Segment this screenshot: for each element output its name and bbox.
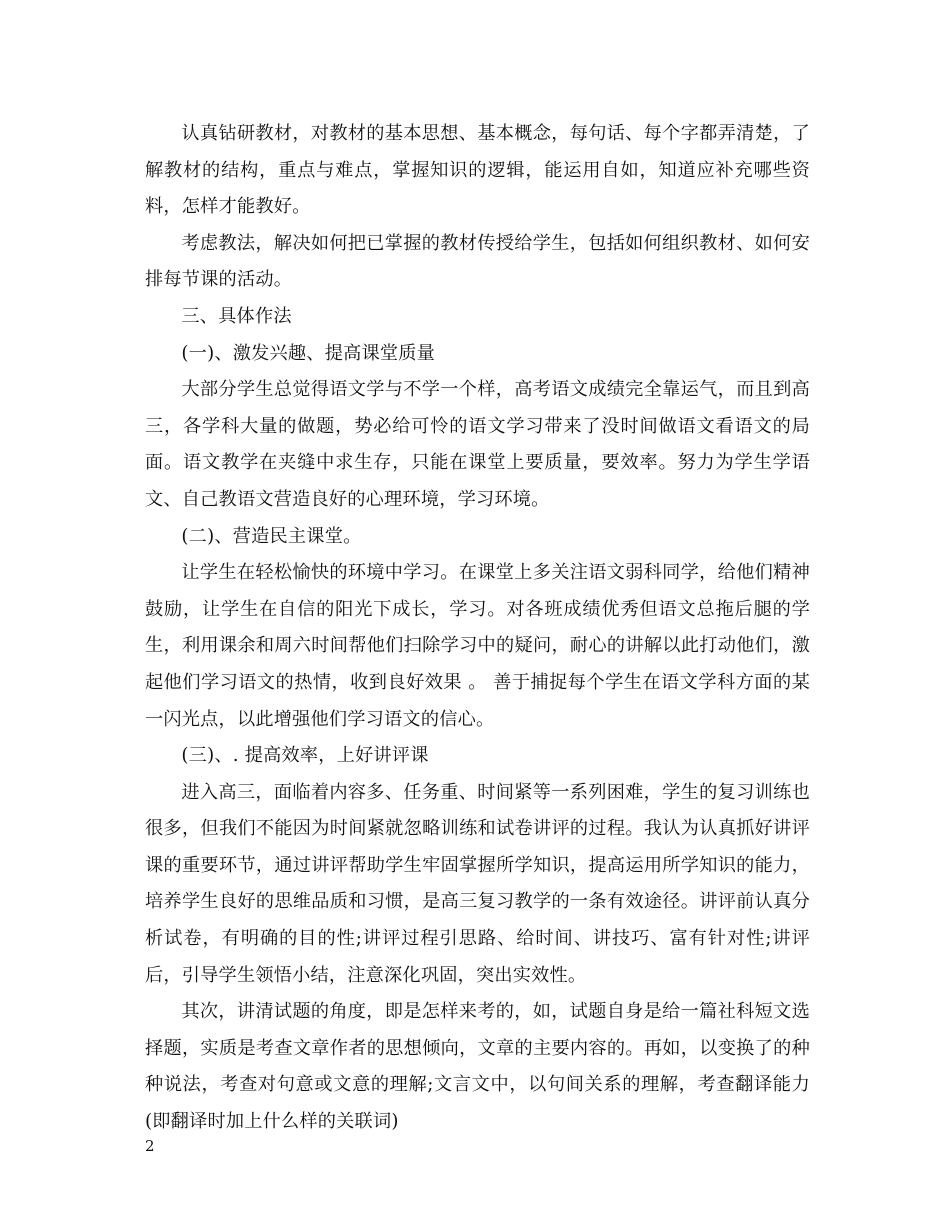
paragraph-review-lessons: 进入高三，面临着内容多、任务重、时间紧等一系列困难，学生的复习训练也很多，但我们不能因为时间紧就忽略训练和试卷讲评的过程。我认为认真抓好讲评课的重要环节，通过讲评帮助学生牢固掌握所学知识，提高运用所学知识的能力，培养学生良好的思维品质和习惯，是高三复习教学的一条有效途径。讲评前认真分析试卷，有明确的目的性;讲评过程引思路、给时间、讲技巧、富有针对性;讲评后，引导学生领悟小结，注意深化巩固，突出实效性。	[145, 781, 810, 986]
subheading-stimulate-interest: (一)、激发兴趣、提高课堂质量	[181, 342, 436, 364]
document-body	[145, 116, 810, 1141]
paragraph-study-textbook: 认真钻研教材，对教材的基本思想、基本概念，每句话、每个字都弄清楚，了解教材的结构，重点与难点，掌握知识的逻辑，能运用自如，知道应补充哪些资料，怎样才能教好。	[145, 123, 810, 218]
page-number: 2	[145, 1137, 155, 1155]
paragraph-question-angles: 其次，讲清试题的角度，即是怎样来考的，如，试题自身是给一篇社科短文选择题，实质是考查文章作者的思想倾向，文章的主要内容的。再如，以变换了的种种说法，考查对句意或文意的理解;文言文中，以句间关系的理解，考查翻译能力(即翻译时加上什么样的关联词)	[145, 1001, 810, 1133]
paragraph-teaching-method: 考虑教法，解决如何把已掌握的教材传授给学生，包括如何组织教材、如何安排每节课的活动。	[145, 232, 810, 291]
subheading-democratic-classroom: (二)、营造民主课堂。	[181, 525, 362, 547]
subheading-improve-efficiency: (三)、. 提高效率，上好讲评课	[181, 745, 429, 767]
paragraph-relaxed-environment: 让学生在轻松愉快的环境中学习。在课堂上多关注语文弱科同学，给他们精神鼓励，让学生在自信的阳光下成长，学习。对各班成绩优秀但语文总拖后腿的学生，利用课余和周六时间帮他们扫除学习中的疑问，耐心的讲解以此打动他们，激起他们学习语文的热情，收到良好效果 。 善于捕捉每个学生在语文学科方面的某一闪光点，以此增强他们学习语文的信心。	[145, 562, 810, 730]
section-heading-specific-practices: 三、具体作法	[181, 305, 292, 327]
paragraph-student-attitude: 大部分学生总觉得语文学与不学一个样，高考语文成绩完全靠运气，而且到高三，各学科大量的做题，势必给可怜的语文学习带来了没时间做语文看语文的局面。语文教学在夹缝中求生存，只能在课堂上要质量，要效率。努力为学生学语文、自己教语文营造良好的心理环境，学习环境。	[145, 379, 810, 510]
